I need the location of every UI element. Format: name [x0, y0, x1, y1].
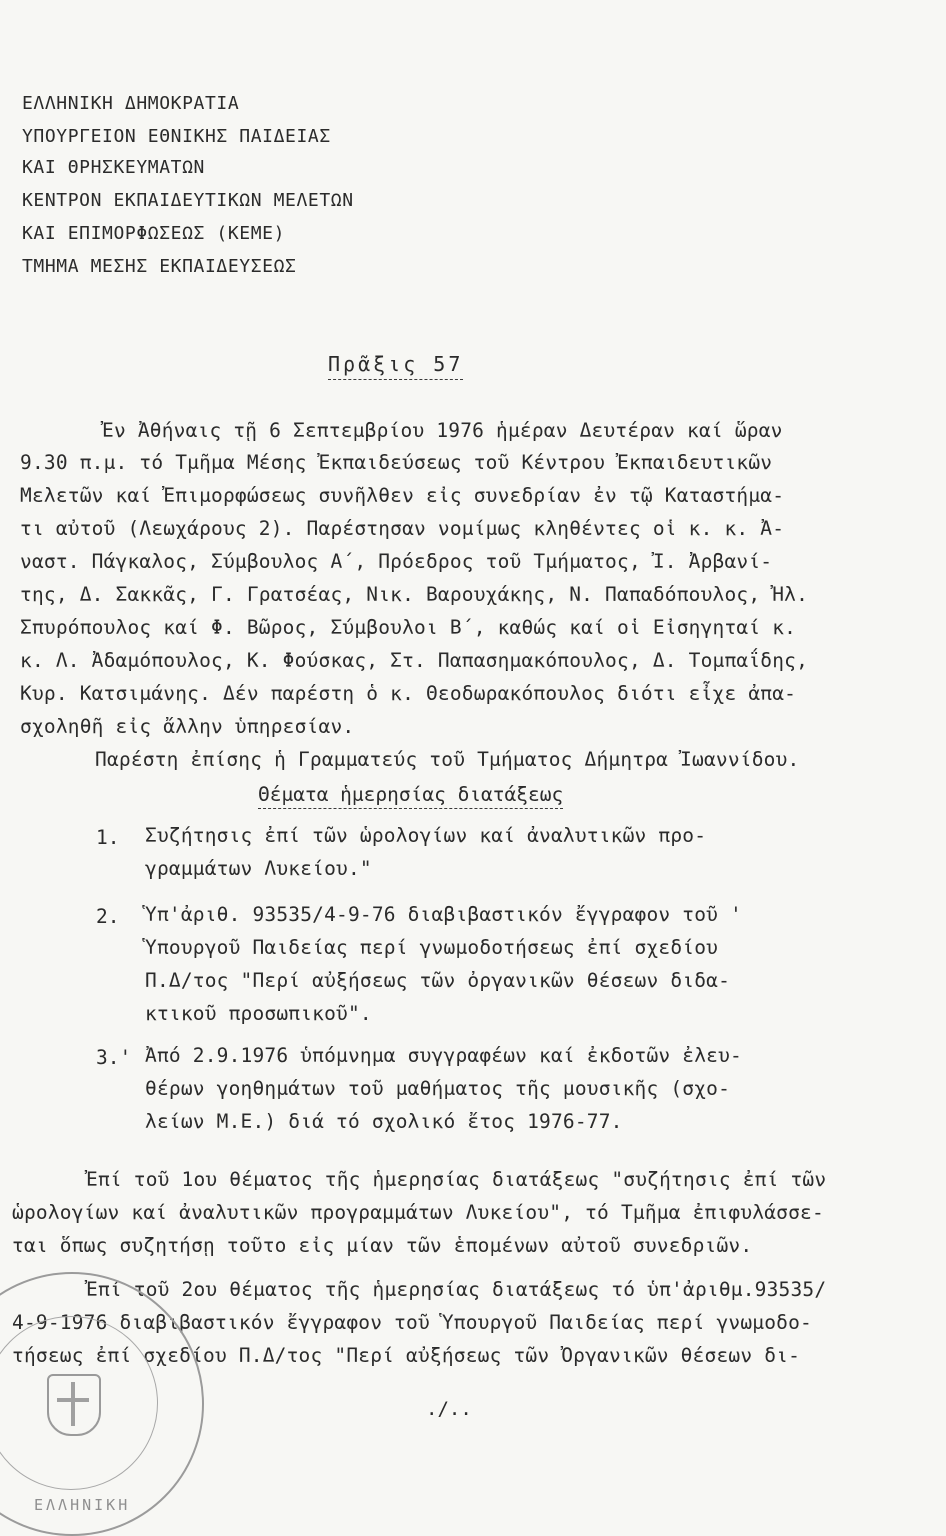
letterhead-line: ΚΕΝΤΡΟΝ ΕΚΠΑΙΔΕΥΤΙΚΩΝ ΜΕΛΕΤΩΝ	[22, 190, 354, 211]
letterhead-line: ΚΑΙ ΘΡΗΣΚΕΥΜΑΤΩΝ	[22, 157, 205, 178]
text-line: κ. Λ. Ἀδαμόπουλος, Κ. Φούσκας, Στ. Παπασημακόπουλος, Δ. Τομπαΐδης,	[20, 649, 809, 672]
letterhead-line: ΤΜΗΜΑ ΜΕΣΗΣ ΕΚΠΑΙΔΕΥΣΕΩΣ	[22, 256, 297, 277]
letterhead-line: ΥΠΟΥΡΓΕΙΟΝ ΕΘΝΙΚΗΣ ΠΑΙΔΕΙΑΣ	[22, 126, 331, 147]
text-line: ται ὅπως συζητήσῃ τοῦτο εἰς μίαν τῶν ἑπομένων αὐτοῦ συνεδριῶν.	[12, 1234, 753, 1257]
agenda-item-line: Ὑπουργοῦ Παιδείας περί γνωμοδοτήσεως ἐπί σχεδίου	[145, 936, 719, 959]
cross-shield-icon	[47, 1374, 101, 1436]
text-line: ὡρολογίων καί ἀναλυτικῶν προγραμμάτων Λυκείου", τό Τμῆμα ἐπιφυλάσσε-	[12, 1201, 824, 1224]
agenda-number: 3.'	[96, 1046, 132, 1069]
text-line: Ἐπί τοῦ 2ου θέματος τῆς ἡμερησίας διατάξεως τό ὑπ'ἀριθμ.93535/	[86, 1278, 827, 1301]
agenda-item-line: κτικοῦ προσωπικοῦ".	[145, 1002, 372, 1025]
text-line: Κυρ. Κατσιμάνης. Δέν παρέστη ὁ κ. Θεοδωρακόπουλος διότι εἶχε ἀπα-	[20, 682, 797, 705]
text-line: 9.30 π.μ. τό Τμῆμα Μέσης Ἐκπαιδεύσεως τοῦ Κέντρου Ἐκπαιδευτικῶν	[20, 451, 773, 474]
continuation-mark: ./..	[426, 1398, 472, 1420]
secretary-line: Παρέστη ἐπίσης ἡ Γραμματεύς τοῦ Τμήματος Δήμητρα Ἰωαννίδου.	[95, 748, 800, 771]
agenda-item-line: γραμμάτων Λυκείου."	[145, 857, 372, 880]
text-line: 4-9-1976 διαβιβαστικόν ἔγγραφον τοῦ Ὑπουργοῦ Παιδείας περί γνωμοδο-	[12, 1311, 812, 1334]
text-line: της, Δ. Σακκᾶς, Γ. Γρατσέας, Νικ. Βαρουχάκης, Ν. Παπαδόπουλος, Ἠλ.	[20, 583, 809, 606]
seal-text: ΕΛΛΗΝΙΚΗ	[34, 1496, 131, 1514]
agenda-item-line: λείων Μ.Ε.) διά τό σχολικό ἔτος 1976-77.	[145, 1110, 623, 1133]
agenda-number: 2.	[96, 905, 120, 928]
document-title: Πρᾶξις 57	[328, 352, 463, 380]
text-line: σχοληθῆ εἰς ἄλλην ὑπηρεσίαν.	[20, 715, 355, 738]
agenda-title: Θέματα ἡμερησίας διατάξεως	[258, 783, 563, 809]
agenda-number: 1.	[96, 826, 120, 849]
agenda-item-line: Ἀπό 2.9.1976 ὑπόμνημα συγγραφέων καί ἐκδοτῶν ἐλευ-	[145, 1044, 742, 1067]
text-line: Μελετῶν καί Ἐπιμορφώσεως συνῆλθεν εἰς συνεδρίαν ἐν τῷ Καταστήμα-	[20, 484, 785, 507]
letterhead-line: ΕΛΛΗΝΙΚΗ ΔΗΜΟΚΡΑΤΙΑ	[22, 93, 240, 114]
text-line: Ἐπί τοῦ 1ου θέματος τῆς ἡμερησίας διατάξεως "συζήτησις ἐπί τῶν	[86, 1168, 827, 1191]
letterhead-line: ΚΑΙ ΕΠΙΜΟΡΦΩΣΕΩΣ (ΚΕΜΕ)	[22, 223, 286, 244]
text-line: Ἐν Ἀθήναις τῇ 6 Σεπτεμβρίου 1976 ἡμέραν Δευτέραν καί ὥραν	[102, 419, 783, 442]
agenda-item-line: Π.Δ/τος "Περί αὐξήσεως τῶν ὀργανικῶν θέσεων διδα-	[145, 969, 731, 992]
agenda-item-line: Συζήτησις ἐπί τῶν ὡρολογίων καί ἀναλυτικῶν προ-	[145, 824, 707, 847]
text-line: τι αὐτοῦ (Λεωχάρους 2). Παρέστησαν νομίμως κληθέντες οἱ κ. κ. Ἀ-	[20, 517, 785, 540]
text-line: τήσεως ἐπί σχεδίου Π.Δ/τος "Περί αὐξήσεως τῶν Ὀργανικῶν θέσεων δι-	[12, 1344, 801, 1367]
text-line: Σπυρόπουλος καί Φ. Βῶρος, Σύμβουλοι Β΄, καθώς καί οἱ Εἰσηγηταί κ.	[20, 616, 797, 639]
agenda-item-line: θέρων γοηθημάτων τοῦ μαθήματος τῆς μουσικῆς (σχο-	[145, 1077, 731, 1100]
agenda-item-line: Ὑπ'ἀριθ. 93535/4-9-76 διαβιβαστικόν ἔγγραφον τοῦ '	[145, 903, 742, 926]
text-line: ναστ. Πάγκαλος, Σύμβουλος Α΄, Πρόεδρος τοῦ Τμήματος, Ἰ. Ἀρβανί-	[20, 550, 773, 573]
